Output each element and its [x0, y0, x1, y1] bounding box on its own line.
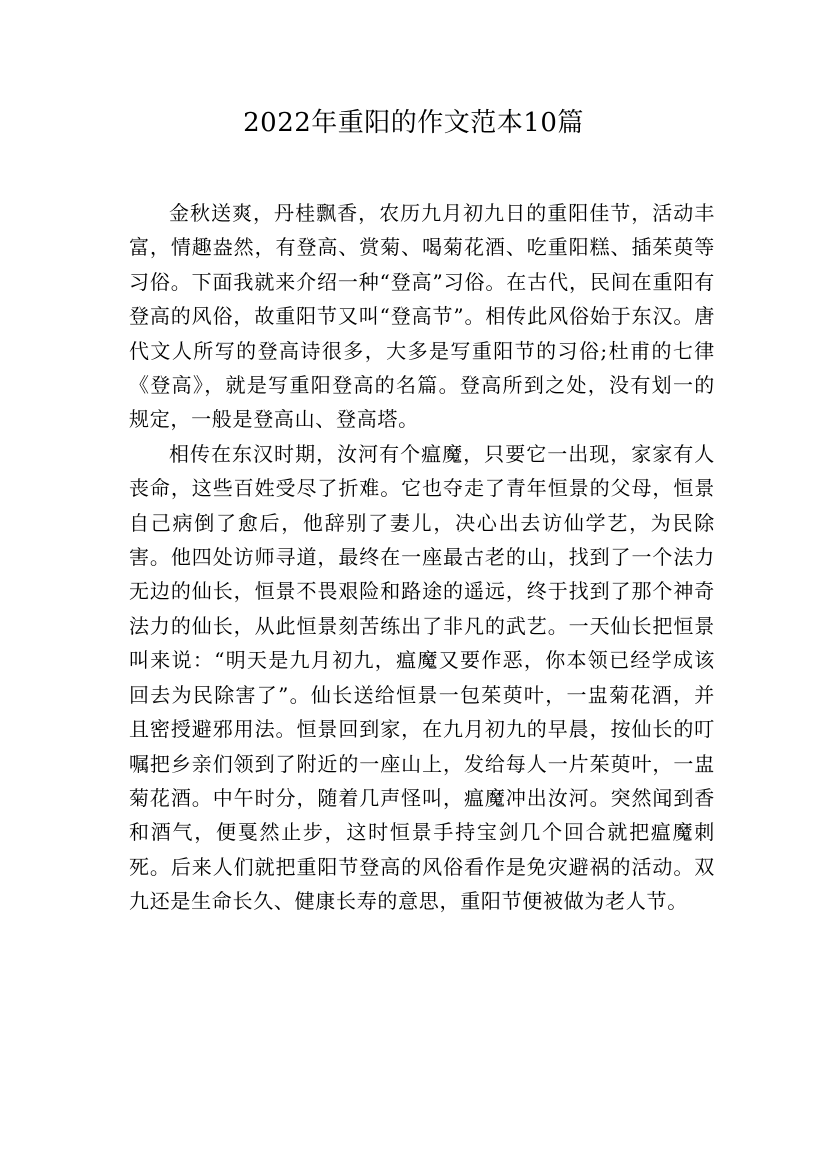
document-title: 2022年重阳的作文范本10篇 — [243, 108, 584, 138]
paragraph: 金秋送爽，丹桂飘香，农历九月初九日的重阳佳节，活动丰富，情趣盎然，有登高、赏菊、喝菊花酒、吃重阳糕、插茱萸等习俗。下面我就来介绍一种“登高”习俗。在古代，民间在重阳有登高的风俗，故重阳节又叫“登高节”。相传此风俗始于东汉。唐代文人所写的登高诗很多，大多是写重阳节的习俗;杜甫的七律《登高》，就是写重阳登高的名篇。登高所到之处，没有划一的规定，一般是登高山、登高塔。 — [129, 201, 715, 432]
document-body — [129, 196, 715, 919]
paragraph: 相传在东汉时期，汝河有个瘟魔，只要它一出现，家家有人丧命，这些百姓受尽了折难。它也夺走了青年恒景的父母，恒景自己病倒了愈后，他辞别了妻儿，决心出去访仙学艺，为民除害。他四处访师寻道，最终在一座最古老的山，找到了一个法力无边的仙长，恒景不畏艰险和路途的遥远，终于找到了那个神奇法力的仙长，从此恒景刻苦练出了非凡的武艺。一天仙长把恒景叫来说：“明天是九月初九，瘟魔又要作恶，你本领已经学成该回去为民除害了”。仙长送给恒景一包茱萸叶，一盅菊花酒，并且密授避邪用法。恒景回到家，在九月初九的早晨，按仙长的叮嘱把乡亲们领到了附近的一座山上，发给每人一片茱萸叶，一盅菊花酒。中午时分，随着几声怪叫，瘟魔冲出汝河。突然闻到香和酒气，便戛然止步，这时恒景手持宝剑几个回合就把瘟魔刺死。后来人们就把重阳节登高的风俗看作是免灾避祸的活动。双九还是生命长久、健康长寿的意思，重阳节便被做为老人节。 — [129, 441, 715, 914]
